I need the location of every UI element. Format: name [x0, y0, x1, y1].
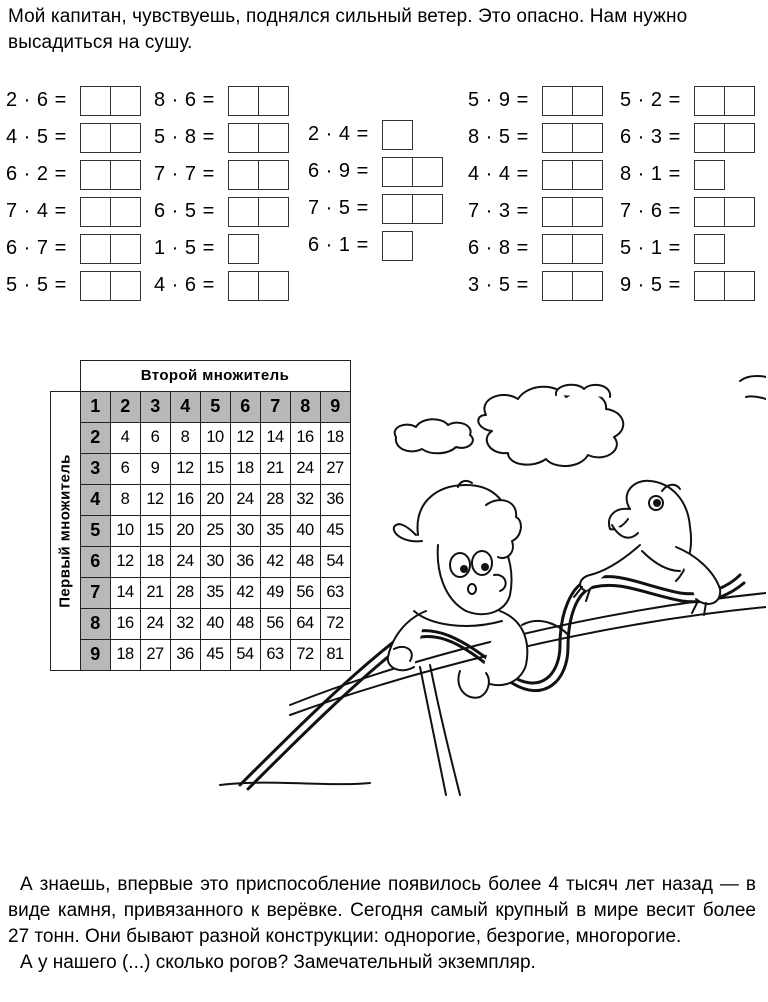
answer-box[interactable] [725, 123, 755, 153]
table-cell: 14 [110, 577, 140, 608]
problem [620, 267, 755, 304]
table-cell: 24 [140, 608, 170, 639]
cloud-small [395, 419, 473, 453]
row-title: Первый множитель [56, 453, 74, 608]
problem-expression: 7 · 7 = [154, 163, 215, 185]
problem-expression: 3 · 5 = [468, 274, 529, 296]
problem [468, 119, 603, 156]
answer-box[interactable] [694, 86, 725, 116]
table-cell: 16 [290, 422, 320, 453]
table-cell: 12 [140, 484, 170, 515]
problem-expression: 4 · 5 = [6, 126, 67, 148]
table-cell: 24 [290, 453, 320, 484]
answer-box[interactable] [694, 160, 725, 190]
table-cell: 30 [230, 515, 260, 546]
answer-boxes [228, 160, 289, 190]
problems-column-2 [154, 82, 289, 304]
answer-boxes [694, 234, 725, 264]
problem-expression: 2 · 6 = [6, 89, 67, 111]
answer-boxes [542, 160, 603, 190]
table-cell: 21 [260, 453, 290, 484]
intro-text: Мой капитан, чувствуешь, поднялся сильный ветер. Это опасно. Нам нужно высадиться на сушу. [8, 6, 688, 53]
table-cell: 14 [260, 422, 290, 453]
problem-expression: 7 · 5 = [308, 197, 369, 219]
table-cell: 72 [320, 608, 350, 639]
answer-boxes [80, 86, 141, 116]
table-cell: 48 [230, 608, 260, 639]
table-cell: 36 [230, 546, 260, 577]
problem-expression: 8 · 6 = [154, 89, 215, 111]
table-corner [51, 361, 81, 392]
problem [154, 267, 289, 304]
answer-box[interactable] [111, 86, 141, 116]
table-cell: 20 [170, 515, 200, 546]
table-cell: 28 [260, 484, 290, 515]
table-cell: 4 [110, 422, 140, 453]
row-header-cell: 9 [80, 639, 110, 670]
answer-boxes [382, 231, 413, 261]
answer-boxes [228, 123, 289, 153]
header-cell: 3 [140, 391, 170, 422]
problem-expression: 5 · 5 = [6, 274, 67, 296]
table-cell: 27 [320, 453, 350, 484]
problem [620, 193, 755, 230]
header-cell: 2 [110, 391, 140, 422]
cloud-right-edge [740, 376, 766, 399]
table-cell: 40 [200, 608, 230, 639]
table-cell: 8 [110, 484, 140, 515]
table-cell: 8 [170, 422, 200, 453]
problem-expression: 7 · 4 = [6, 200, 67, 222]
table-cell: 16 [170, 484, 200, 515]
answer-box[interactable] [542, 160, 573, 190]
problems-column-4 [468, 82, 603, 304]
answer-box[interactable] [382, 157, 413, 187]
answer-box[interactable] [694, 123, 725, 153]
problem-expression: 5 · 1 = [620, 237, 681, 259]
problem-expression: 6 · 7 = [6, 237, 67, 259]
problem [6, 230, 141, 267]
table-cell: 9 [140, 453, 170, 484]
answer-boxes [694, 197, 755, 227]
table-cell: 45 [200, 639, 230, 670]
answer-box[interactable] [573, 197, 603, 227]
header-cell: 5 [200, 391, 230, 422]
problem-expression: 7 · 3 = [468, 200, 529, 222]
table-cell: 48 [290, 546, 320, 577]
table-cell: 25 [200, 515, 230, 546]
row-header-cell: 7 [80, 577, 110, 608]
table-cell: 18 [140, 546, 170, 577]
table-cell: 54 [320, 546, 350, 577]
table-cell: 42 [230, 577, 260, 608]
answer-box[interactable] [542, 123, 573, 153]
problem-expression: 6 · 9 = [308, 160, 369, 182]
table-cell: 63 [260, 639, 290, 670]
table-cell: 35 [260, 515, 290, 546]
table-cell: 12 [230, 422, 260, 453]
problem [308, 190, 443, 227]
answer-box[interactable] [382, 231, 413, 261]
header-cell: 6 [230, 391, 260, 422]
table-cell: 30 [200, 546, 230, 577]
header-cell: 7 [260, 391, 290, 422]
problem-expression: 6 · 1 = [308, 234, 369, 256]
answer-box[interactable] [228, 160, 259, 190]
sailor-boy [388, 481, 570, 698]
answer-box[interactable] [111, 123, 141, 153]
problem [468, 230, 603, 267]
answer-boxes [80, 160, 141, 190]
answer-boxes [80, 234, 141, 264]
problem [468, 267, 603, 304]
table-cell: 24 [230, 484, 260, 515]
table-cell: 42 [260, 546, 290, 577]
answer-boxes [80, 123, 141, 153]
answer-boxes [228, 86, 289, 116]
answer-boxes [542, 123, 603, 153]
answer-box[interactable] [573, 160, 603, 190]
story-paragraph-2: А у нашего (...) сколько рогов? Замечательный экземпляр. [20, 952, 536, 973]
problem-expression: 8 · 1 = [620, 163, 681, 185]
answer-boxes [694, 160, 725, 190]
problem [154, 119, 289, 156]
header-cell: 9 [320, 391, 350, 422]
table-cell: 15 [140, 515, 170, 546]
answer-box[interactable] [573, 271, 603, 301]
problem-expression: 4 · 4 = [468, 163, 529, 185]
answer-boxes [694, 86, 755, 116]
answer-box[interactable] [694, 197, 725, 227]
problem [620, 82, 755, 119]
table-cell: 18 [320, 422, 350, 453]
problem [620, 230, 755, 267]
cloud-large [478, 385, 623, 466]
header-cell: 1 [80, 391, 110, 422]
problem [6, 119, 141, 156]
answer-box[interactable] [573, 86, 603, 116]
answer-box[interactable] [382, 120, 413, 150]
problem-expression: 8 · 5 = [468, 126, 529, 148]
answer-boxes [228, 197, 289, 227]
problem-expression: 5 · 8 = [154, 126, 215, 148]
problem [154, 230, 289, 267]
table-cell: 12 [170, 453, 200, 484]
answer-box[interactable] [542, 234, 573, 264]
problem [620, 156, 755, 193]
row-header-cell: 3 [80, 453, 110, 484]
table-cell: 20 [200, 484, 230, 515]
parrot [574, 481, 720, 615]
answer-box[interactable] [80, 123, 111, 153]
problem-expression: 6 · 5 = [154, 200, 215, 222]
table-cell: 28 [170, 577, 200, 608]
table-cell: 36 [320, 484, 350, 515]
answer-box[interactable] [80, 271, 111, 301]
column-title: Второй множитель [80, 361, 350, 392]
problem [468, 82, 603, 119]
sailor-illustration [210, 375, 766, 800]
answer-box[interactable] [80, 160, 111, 190]
problem-expression: 4 · 6 = [154, 274, 215, 296]
answer-boxes [80, 271, 141, 301]
answer-box[interactable] [725, 271, 755, 301]
problem [308, 153, 443, 190]
answer-box[interactable] [259, 197, 289, 227]
answer-box[interactable] [542, 197, 573, 227]
table-cell: 45 [320, 515, 350, 546]
answer-box[interactable] [725, 86, 755, 116]
table-cell: 63 [320, 577, 350, 608]
problem-expression: 7 · 6 = [620, 200, 681, 222]
story-text [8, 872, 756, 976]
answer-boxes [228, 271, 289, 301]
answer-box[interactable] [413, 194, 443, 224]
table-cell: 15 [200, 453, 230, 484]
problem-expression: 9 · 5 = [620, 274, 681, 296]
row-header-cell: 5 [80, 515, 110, 546]
problem [6, 193, 141, 230]
table-cell: 56 [260, 608, 290, 639]
problem [308, 227, 443, 264]
answer-boxes [542, 197, 603, 227]
table-cell: 18 [230, 453, 260, 484]
problem-expression: 1 · 5 = [154, 237, 215, 259]
answer-box[interactable] [542, 86, 573, 116]
answer-box[interactable] [111, 160, 141, 190]
problem [6, 156, 141, 193]
answer-box[interactable] [111, 197, 141, 227]
table-cell: 36 [170, 639, 200, 670]
answer-boxes [80, 197, 141, 227]
problem-expression: 5 · 2 = [620, 89, 681, 111]
problem-expression: 6 · 3 = [620, 126, 681, 148]
answer-box[interactable] [228, 234, 259, 264]
answer-box[interactable] [573, 234, 603, 264]
answer-box[interactable] [228, 197, 259, 227]
table-cell: 40 [290, 515, 320, 546]
answer-box[interactable] [228, 86, 259, 116]
problem [154, 156, 289, 193]
answer-box[interactable] [111, 234, 141, 264]
answer-box[interactable] [259, 271, 289, 301]
problems-column-1 [6, 82, 141, 304]
answer-box[interactable] [228, 123, 259, 153]
answer-box[interactable] [694, 234, 725, 264]
problem [154, 82, 289, 119]
table-cell: 64 [290, 608, 320, 639]
header-cell: 8 [290, 391, 320, 422]
answer-box[interactable] [111, 271, 141, 301]
problem [6, 267, 141, 304]
row-header-cell: 6 [80, 546, 110, 577]
answer-boxes [382, 120, 413, 150]
problem [308, 116, 443, 153]
answer-boxes [694, 123, 755, 153]
story-paragraph-1: А знаешь, впервые это приспособление появилось более 4 тысяч лет назад — в виде камня, привязанного к верёвке. Сегодня самый крупный в мире весит более 27 тонн. Они бывают разной конструкции: однорогие, безрогие, многорогие. [8, 874, 756, 947]
answer-box[interactable] [542, 271, 573, 301]
table-cell: 32 [170, 608, 200, 639]
problems-column-5 [620, 82, 755, 304]
table-cell: 6 [140, 422, 170, 453]
answer-boxes [542, 271, 603, 301]
table-cell: 81 [320, 639, 350, 670]
problem-expression: 6 · 8 = [468, 237, 529, 259]
table-cell: 49 [260, 577, 290, 608]
answer-boxes [694, 271, 755, 301]
table-cell: 35 [200, 577, 230, 608]
table-cell: 12 [110, 546, 140, 577]
answer-boxes [382, 194, 443, 224]
table-cell: 10 [110, 515, 140, 546]
table-cell: 27 [140, 639, 170, 670]
table-cell: 18 [110, 639, 140, 670]
problem [468, 193, 603, 230]
answer-box[interactable] [80, 234, 111, 264]
answer-box[interactable] [259, 123, 289, 153]
table-cell: 21 [140, 577, 170, 608]
answer-box[interactable] [259, 86, 289, 116]
answer-boxes [382, 157, 443, 187]
answer-box[interactable] [259, 160, 289, 190]
table-cell: 56 [290, 577, 320, 608]
answer-box[interactable] [694, 271, 725, 301]
answer-boxes [228, 234, 259, 264]
answer-box[interactable] [80, 197, 111, 227]
table-cell: 24 [170, 546, 200, 577]
answer-box[interactable] [573, 123, 603, 153]
answer-boxes [542, 86, 603, 116]
table-cell: 6 [110, 453, 140, 484]
problems-column-3 [308, 116, 443, 264]
row-header-cell: 2 [80, 422, 110, 453]
row-header-cell: 8 [80, 608, 110, 639]
table-cell: 54 [230, 639, 260, 670]
row-header-cell: 4 [80, 484, 110, 515]
answer-box[interactable] [725, 197, 755, 227]
problem-expression: 6 · 2 = [6, 163, 67, 185]
answer-boxes [542, 234, 603, 264]
problem [6, 82, 141, 119]
answer-box[interactable] [228, 271, 259, 301]
problem-expression: 2 · 4 = [308, 123, 369, 145]
problem [468, 156, 603, 193]
problem [620, 119, 755, 156]
table-cell: 32 [290, 484, 320, 515]
table-cell: 16 [110, 608, 140, 639]
answer-box[interactable] [382, 194, 413, 224]
problem-expression: 5 · 9 = [468, 89, 529, 111]
row-title-cell [51, 391, 81, 670]
header-cell: 4 [170, 391, 200, 422]
table-cell: 72 [290, 639, 320, 670]
answer-box[interactable] [80, 86, 111, 116]
problem [154, 193, 289, 230]
answer-box[interactable] [413, 157, 443, 187]
table-cell: 10 [200, 422, 230, 453]
